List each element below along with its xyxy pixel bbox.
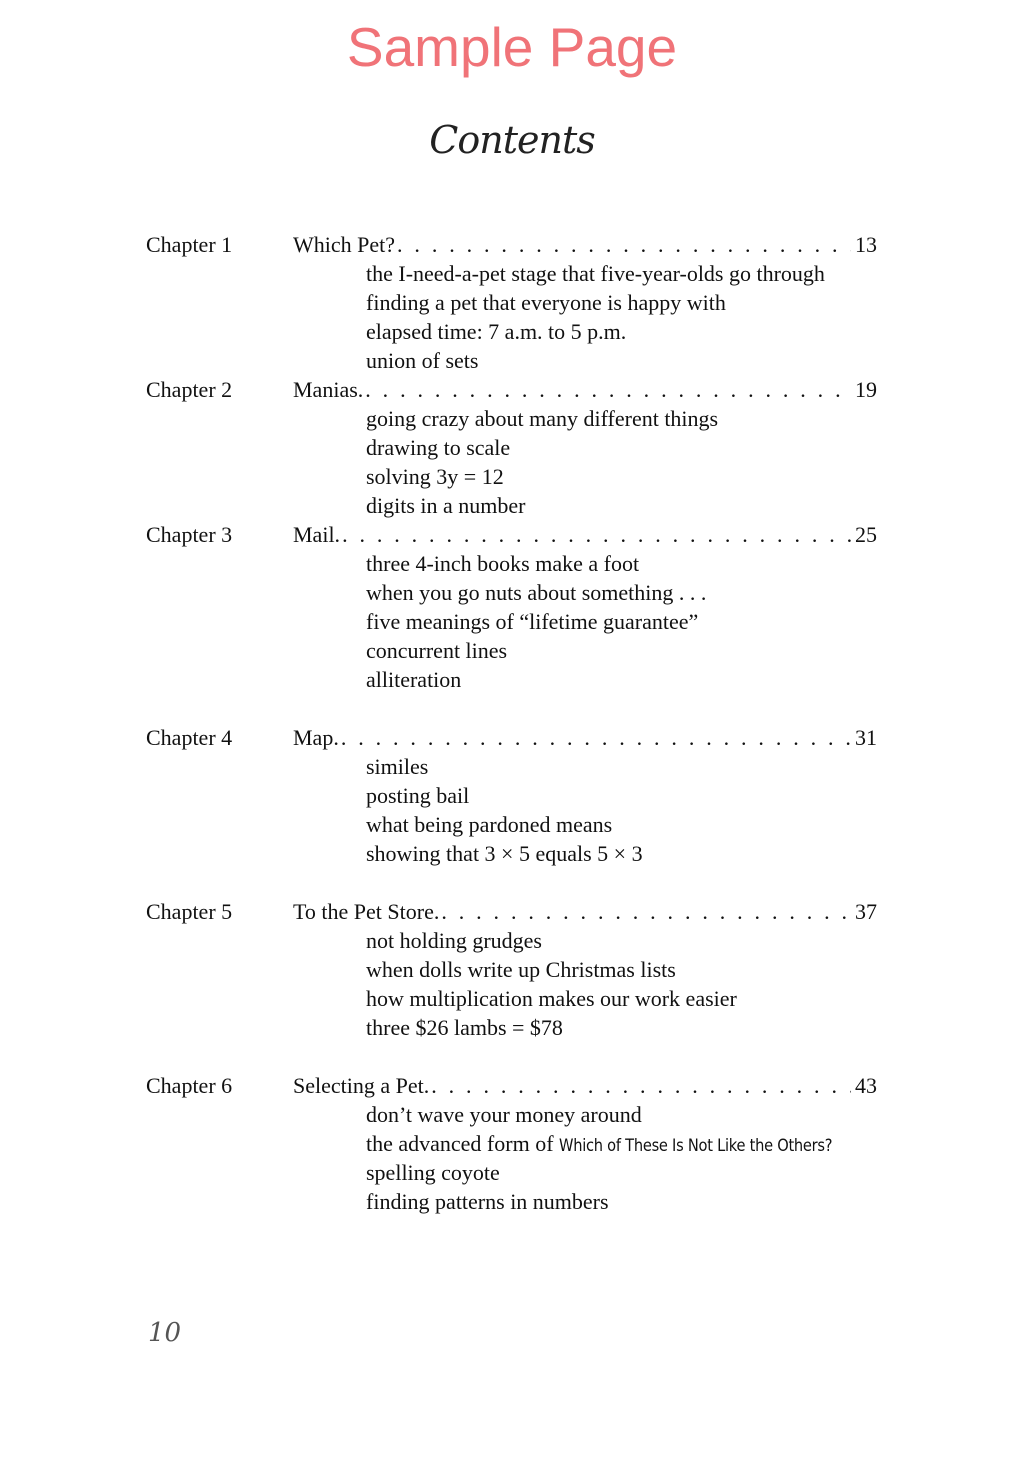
topic-line: going crazy about many different things — [366, 406, 719, 431]
chapter-label: Chapter 3 — [146, 522, 233, 547]
topic-line: solving 3y = 12 — [366, 464, 504, 489]
topic-line: showing that 3 × 5 equals 5 × 3 — [366, 841, 643, 866]
topic-line: what being pardoned means — [366, 812, 613, 837]
chapter-title-line[interactable] — [293, 723, 877, 752]
chapter-title: Selecting a Pet. — [293, 1073, 430, 1098]
chapter-label: Chapter 2 — [146, 377, 233, 402]
dot-leader — [363, 375, 851, 404]
chapter-page-number: 31 — [855, 725, 877, 750]
chapter-page-number: 43 — [855, 1073, 877, 1098]
topic-text: the advanced form of — [366, 1131, 560, 1156]
chapter-label: Chapter 1 — [146, 232, 233, 257]
topic-line: five meanings of “lifetime guarantee” — [366, 609, 699, 634]
topic-line: the I-need-a-pet stage that five-year-olds go through — [366, 261, 825, 286]
chapter-title-line[interactable] — [293, 520, 877, 549]
chapter-title-line[interactable] — [293, 375, 877, 404]
chapter-1-entry — [0, 230, 1024, 375]
chapter-6-entry — [0, 1071, 1024, 1216]
watermark: Sample Page — [346, 16, 678, 78]
dot-leader — [340, 520, 851, 549]
dot-leader — [429, 1071, 851, 1100]
topic-line: when dolls write up Christmas lists — [366, 957, 676, 982]
game-title-text: Which of These Is Not Like the Others? — [559, 1136, 833, 1156]
topic-line: digits in a number — [366, 493, 526, 518]
table-of-contents — [0, 230, 1024, 1216]
chapter-title: Map. — [293, 725, 339, 750]
chapter-title: Which Pet? — [293, 232, 396, 257]
dot-leader — [395, 230, 851, 259]
topic-line: posting bail — [366, 783, 470, 808]
topic-line: spelling coyote — [366, 1160, 500, 1185]
topic-line: drawing to scale — [366, 435, 511, 460]
topic-line: union of sets — [366, 348, 479, 373]
chapter-title-line[interactable] — [293, 230, 877, 259]
chapter-title: Mail. — [293, 522, 341, 547]
chapter-page-number: 19 — [855, 377, 877, 402]
chapter-page-number: 25 — [855, 522, 877, 547]
chapter-page-number: 37 — [855, 899, 877, 924]
chapter-title: Manias. — [293, 377, 364, 402]
topic-line: not holding grudges — [366, 928, 542, 953]
chapter-4-entry — [0, 723, 1024, 868]
chapter-label: Chapter 6 — [146, 1073, 233, 1098]
chapter-title-line[interactable] — [293, 1071, 877, 1100]
chapter-page-number: 13 — [855, 232, 877, 257]
chapter-2-entry — [0, 375, 1024, 520]
chapter-5-entry — [0, 897, 1024, 1042]
chapter-title: To the Pet Store. — [293, 899, 440, 924]
page-number: 10 — [148, 1318, 182, 1348]
topic-line: three 4-inch books make a foot — [366, 551, 640, 576]
topic-line: don’t wave your money around — [366, 1102, 642, 1127]
topic-line: concurrent lines — [366, 638, 508, 663]
topic-line: when you go nuts about something . . . — [366, 580, 707, 605]
topic-line: similes — [366, 754, 429, 779]
chapter-title-line[interactable] — [293, 897, 877, 926]
topic-line: finding a pet that everyone is happy with — [366, 290, 726, 315]
dot-leader — [439, 897, 851, 926]
contents-heading: Contents — [429, 118, 595, 162]
chapter-label: Chapter 4 — [146, 725, 233, 750]
topic-line: elapsed time: 7 a.m. to 5 p.m. — [366, 319, 627, 344]
topic-line: alliteration — [366, 667, 462, 692]
topic-line: finding patterns in numbers — [366, 1189, 609, 1214]
dot-leader — [339, 723, 851, 752]
topic-line: how multiplication makes our work easier — [366, 986, 737, 1011]
topic-line: three $26 lambs = $78 — [366, 1015, 563, 1040]
chapter-label: Chapter 5 — [146, 899, 233, 924]
topic-line — [366, 1129, 877, 1161]
chapter-3-entry — [0, 520, 1024, 694]
